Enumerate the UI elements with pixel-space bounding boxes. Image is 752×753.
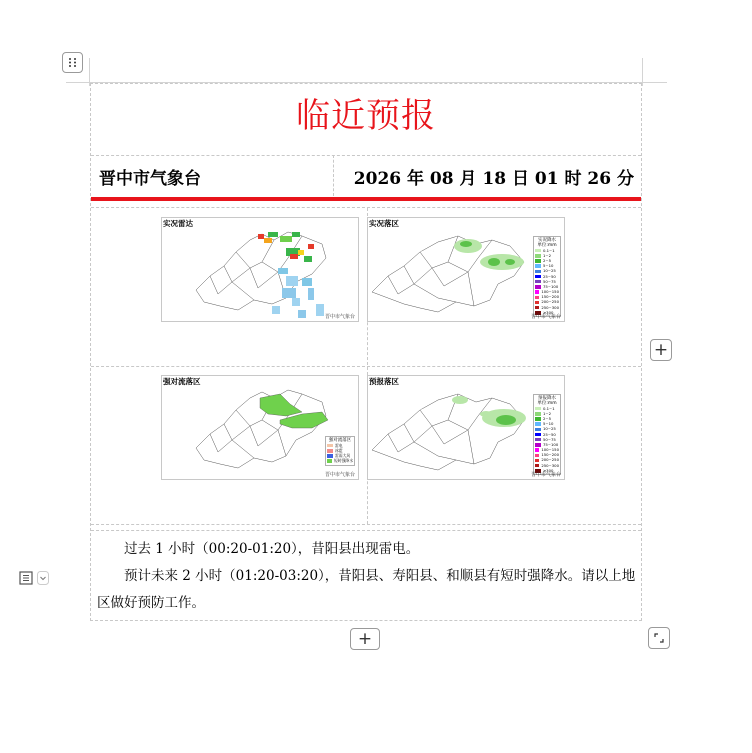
legend-title: 预报降水 xyxy=(538,396,556,401)
table-guide-line xyxy=(89,58,90,86)
legend-label: 200~250 xyxy=(541,457,559,463)
convection-map xyxy=(161,375,359,480)
legend-item xyxy=(327,459,353,464)
legend-label: 雷雨大风 xyxy=(335,452,351,458)
legend-unit: 单位:mm xyxy=(537,243,557,248)
legend-swatch xyxy=(535,428,541,432)
legend-swatch xyxy=(535,270,541,274)
legend-swatch xyxy=(535,459,539,463)
map-legend xyxy=(533,394,561,475)
summary-paragraph[interactable]: 过去 1 小时（00:20-01:20），昔阳县出现雷电。 xyxy=(124,541,420,557)
legend-swatch xyxy=(535,417,541,421)
map-credit: 晋中市气象台 xyxy=(530,472,561,478)
legend-title: 实况降水 xyxy=(538,238,556,243)
radar-map-graphic xyxy=(162,218,359,322)
legend-swatch xyxy=(535,448,539,452)
legend-swatch xyxy=(535,412,541,416)
forecast-precip-map xyxy=(367,375,565,480)
plus-icon: + xyxy=(653,340,669,360)
legend-label: 雷电 xyxy=(335,442,343,448)
legend-label: 50~75 xyxy=(543,278,556,284)
legend-swatch xyxy=(535,296,539,300)
legend-swatch xyxy=(535,306,539,310)
legend-swatch xyxy=(535,249,541,253)
legend-label: 250~300 xyxy=(541,462,559,468)
legend-swatch xyxy=(535,275,541,279)
row-divider xyxy=(91,524,641,525)
legend-label: 50~75 xyxy=(543,436,556,442)
legend-label: ≥300 xyxy=(543,309,554,315)
legend-swatch xyxy=(535,422,541,426)
map-legend xyxy=(533,236,561,317)
legend-label: 75~100 xyxy=(543,441,559,447)
legend-label: 0.1~1 xyxy=(543,405,555,411)
block-menu-icon xyxy=(18,570,34,586)
legend-swatch xyxy=(535,443,541,447)
legend-label: 0.1~1 xyxy=(543,247,555,253)
legend-swatch xyxy=(535,407,541,411)
doc-title: 临近预报 xyxy=(296,96,436,136)
legend-label: ≥300 xyxy=(543,467,554,473)
legend-title: 强对流落区 xyxy=(328,438,352,443)
legend-swatch xyxy=(535,464,539,468)
legend-swatch xyxy=(535,301,539,305)
plus-icon: + xyxy=(357,629,373,649)
legend-swatch xyxy=(535,438,541,442)
map-credit: 晋中市气象台 xyxy=(530,314,561,320)
legend-swatch xyxy=(535,254,541,258)
legend-label: 150~200 xyxy=(541,294,559,300)
legend-swatch xyxy=(535,280,541,284)
header-red-rule xyxy=(91,197,641,201)
cell-divider xyxy=(333,155,334,196)
add-row-button[interactable] xyxy=(350,628,380,650)
map-credit: 晋中市气象台 xyxy=(324,472,355,478)
radar-map xyxy=(161,217,359,322)
map-legend xyxy=(325,436,355,466)
legend-swatch xyxy=(327,459,332,463)
org-name: 晋中市气象台 xyxy=(99,169,201,189)
block-menu-button[interactable] xyxy=(18,570,49,586)
legend-label: 200~250 xyxy=(541,299,559,305)
legend-label: 1~2 xyxy=(543,252,552,258)
observed-precip-map xyxy=(367,217,565,322)
legend-label: 10~25 xyxy=(543,268,556,274)
legend-label: 25~50 xyxy=(543,273,556,279)
legend-swatch xyxy=(327,454,333,458)
row-divider xyxy=(91,530,641,531)
legend-label: 25~50 xyxy=(543,431,556,437)
forecast-paragraph[interactable]: 预计未来 2 小时（01:20-03:20），昔阳县、寿阳县、和顺县有短时强降水。请以上地区做好预防工作。 xyxy=(97,568,636,611)
legend-label: 冰雹 xyxy=(335,447,343,453)
legend-label: 10~25 xyxy=(543,426,556,432)
legend-label: 2~5 xyxy=(543,257,552,263)
legend-label: 100~150 xyxy=(541,447,559,453)
legend-swatch xyxy=(327,449,333,453)
map-title: 实况雷达 xyxy=(163,219,193,228)
legend-label: 5~10 xyxy=(543,421,554,427)
chevron-down-icon xyxy=(37,570,49,586)
resize-table-button[interactable] xyxy=(648,627,670,649)
legend-swatch xyxy=(327,444,333,448)
resize-corner-icon xyxy=(653,632,665,644)
issue-datetime: 2026 年 08 月 18 日 01 时 26 分 xyxy=(353,169,634,189)
add-column-button[interactable] xyxy=(650,339,672,361)
map-title: 实况落区 xyxy=(369,219,399,228)
table-guide-line xyxy=(642,58,643,86)
row-divider xyxy=(91,207,641,208)
legend-label: 250~300 xyxy=(541,304,559,310)
row-divider xyxy=(91,155,641,156)
legend-label: 1~2 xyxy=(543,410,552,416)
drag-handle-icon xyxy=(68,57,77,68)
table-drag-handle[interactable] xyxy=(62,52,83,73)
legend-label: 75~100 xyxy=(543,283,559,289)
legend-swatch xyxy=(535,433,541,437)
legend-swatch xyxy=(535,290,539,294)
legend-swatch xyxy=(535,285,541,289)
legend-label: 100~150 xyxy=(541,289,559,295)
map-title: 强对流落区 xyxy=(163,377,201,386)
legend-swatch xyxy=(535,454,539,458)
map-credit: 晋中市气象台 xyxy=(324,314,355,320)
legend-unit: 单位:mm xyxy=(537,401,557,406)
legend-swatch xyxy=(535,259,541,263)
legend-swatch xyxy=(535,264,541,268)
legend-label: 150~200 xyxy=(541,452,559,458)
legend-label: 5~10 xyxy=(543,263,554,269)
legend-label: 短时强降水 xyxy=(334,458,353,464)
map-title: 预报落区 xyxy=(369,377,399,386)
legend-label: 2~5 xyxy=(543,415,552,421)
row-divider xyxy=(91,366,641,367)
